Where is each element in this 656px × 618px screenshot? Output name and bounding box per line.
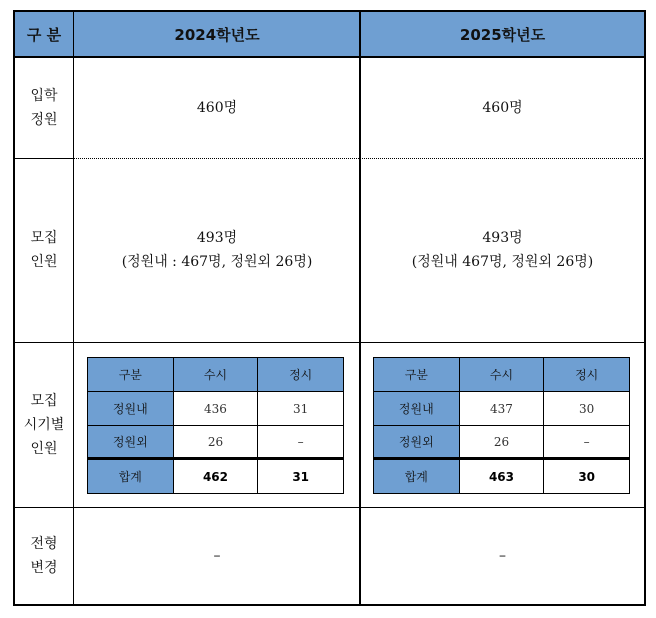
- table-row: [374, 426, 630, 459]
- table-row: [88, 426, 344, 459]
- total-cell: 30: [544, 459, 630, 494]
- row-label-recruit-count: [14, 158, 74, 342]
- value-detail: (정원내 : 467명, 정원외 26명): [121, 254, 313, 270]
- header-2024-label: 2024학년도: [174, 25, 260, 44]
- row-divider: [14, 158, 74, 159]
- label-line: 모집: [30, 230, 58, 246]
- header-2025: [360, 11, 645, 57]
- recruit-count-2025: [360, 158, 645, 342]
- admission-quota-2024: [74, 57, 360, 158]
- table-border-top: [13, 10, 646, 12]
- row-label-type-change: [14, 507, 74, 605]
- table-total-row: [88, 459, 344, 494]
- table-border-right: [644, 10, 646, 606]
- header-category: [14, 11, 74, 57]
- row-header: 정원내: [374, 392, 460, 426]
- row-header: 합계: [88, 459, 174, 494]
- table-row: [374, 392, 630, 426]
- recruit-count-2024: [74, 158, 360, 342]
- label-line: 전형: [30, 536, 58, 552]
- type-change-2024: [74, 507, 360, 605]
- period-table-2025: [373, 357, 630, 494]
- table-header-row: [88, 358, 344, 392]
- label-line: 변경: [30, 560, 58, 576]
- total-cell: 463: [459, 459, 544, 494]
- value-text: 460명: [482, 99, 523, 116]
- row-label-by-period: [14, 342, 74, 507]
- table-cell: 31: [258, 392, 344, 426]
- header-separator: [13, 56, 646, 58]
- label-line: 입학: [30, 87, 58, 104]
- row-header: 합계: [374, 459, 460, 494]
- table-cell: 26: [459, 426, 544, 459]
- type-change-2025: [360, 507, 645, 605]
- admission-quota-2025: [360, 57, 645, 158]
- table-cell: 437: [459, 392, 544, 426]
- header-category-label: 구 분: [26, 25, 62, 44]
- column-header: 구분: [88, 358, 174, 392]
- row-divider: [14, 507, 645, 508]
- value-detail: (정원내 467명, 정원외 26명): [411, 254, 594, 270]
- table-row: [88, 392, 344, 426]
- value-text: 493명: [196, 230, 238, 246]
- table-total-row: [374, 459, 630, 494]
- row-header: 정원외: [88, 426, 174, 459]
- column-divider-center: [359, 10, 361, 606]
- table-cell: 436: [173, 392, 258, 426]
- table-cell: 26: [173, 426, 258, 459]
- row-header: 정원외: [374, 426, 460, 459]
- header-2024: [74, 11, 360, 57]
- value-text: 493명: [482, 230, 523, 246]
- table-cell: –: [258, 426, 344, 459]
- table-border-bottom: [13, 604, 646, 606]
- value-text: 460명: [196, 99, 238, 116]
- column-header: 구분: [374, 358, 460, 392]
- total-cell: 31: [258, 459, 344, 494]
- period-table-2024: [87, 357, 344, 494]
- value-text: –: [499, 548, 506, 564]
- total-cell: 462: [173, 459, 258, 494]
- label-line: 인원: [30, 254, 58, 270]
- value-text: –: [213, 548, 221, 564]
- table-border-left: [13, 10, 15, 606]
- row-label-admission-quota: [14, 57, 74, 158]
- table-cell: –: [544, 426, 630, 459]
- row-divider: [14, 342, 645, 343]
- column-header: 정시: [544, 358, 630, 392]
- label-line: 시기별: [23, 416, 65, 433]
- label-line: 모집: [30, 392, 58, 409]
- column-header: 정시: [258, 358, 344, 392]
- column-divider: [73, 10, 74, 606]
- header-2025-label: 2025학년도: [459, 25, 546, 44]
- table-header-row: [374, 358, 630, 392]
- row-header: 정원내: [88, 392, 174, 426]
- column-header: 수시: [459, 358, 544, 392]
- column-header: 수시: [173, 358, 258, 392]
- label-line: 인원: [30, 440, 58, 457]
- label-line: 정원: [30, 111, 58, 128]
- table-cell: 30: [544, 392, 630, 426]
